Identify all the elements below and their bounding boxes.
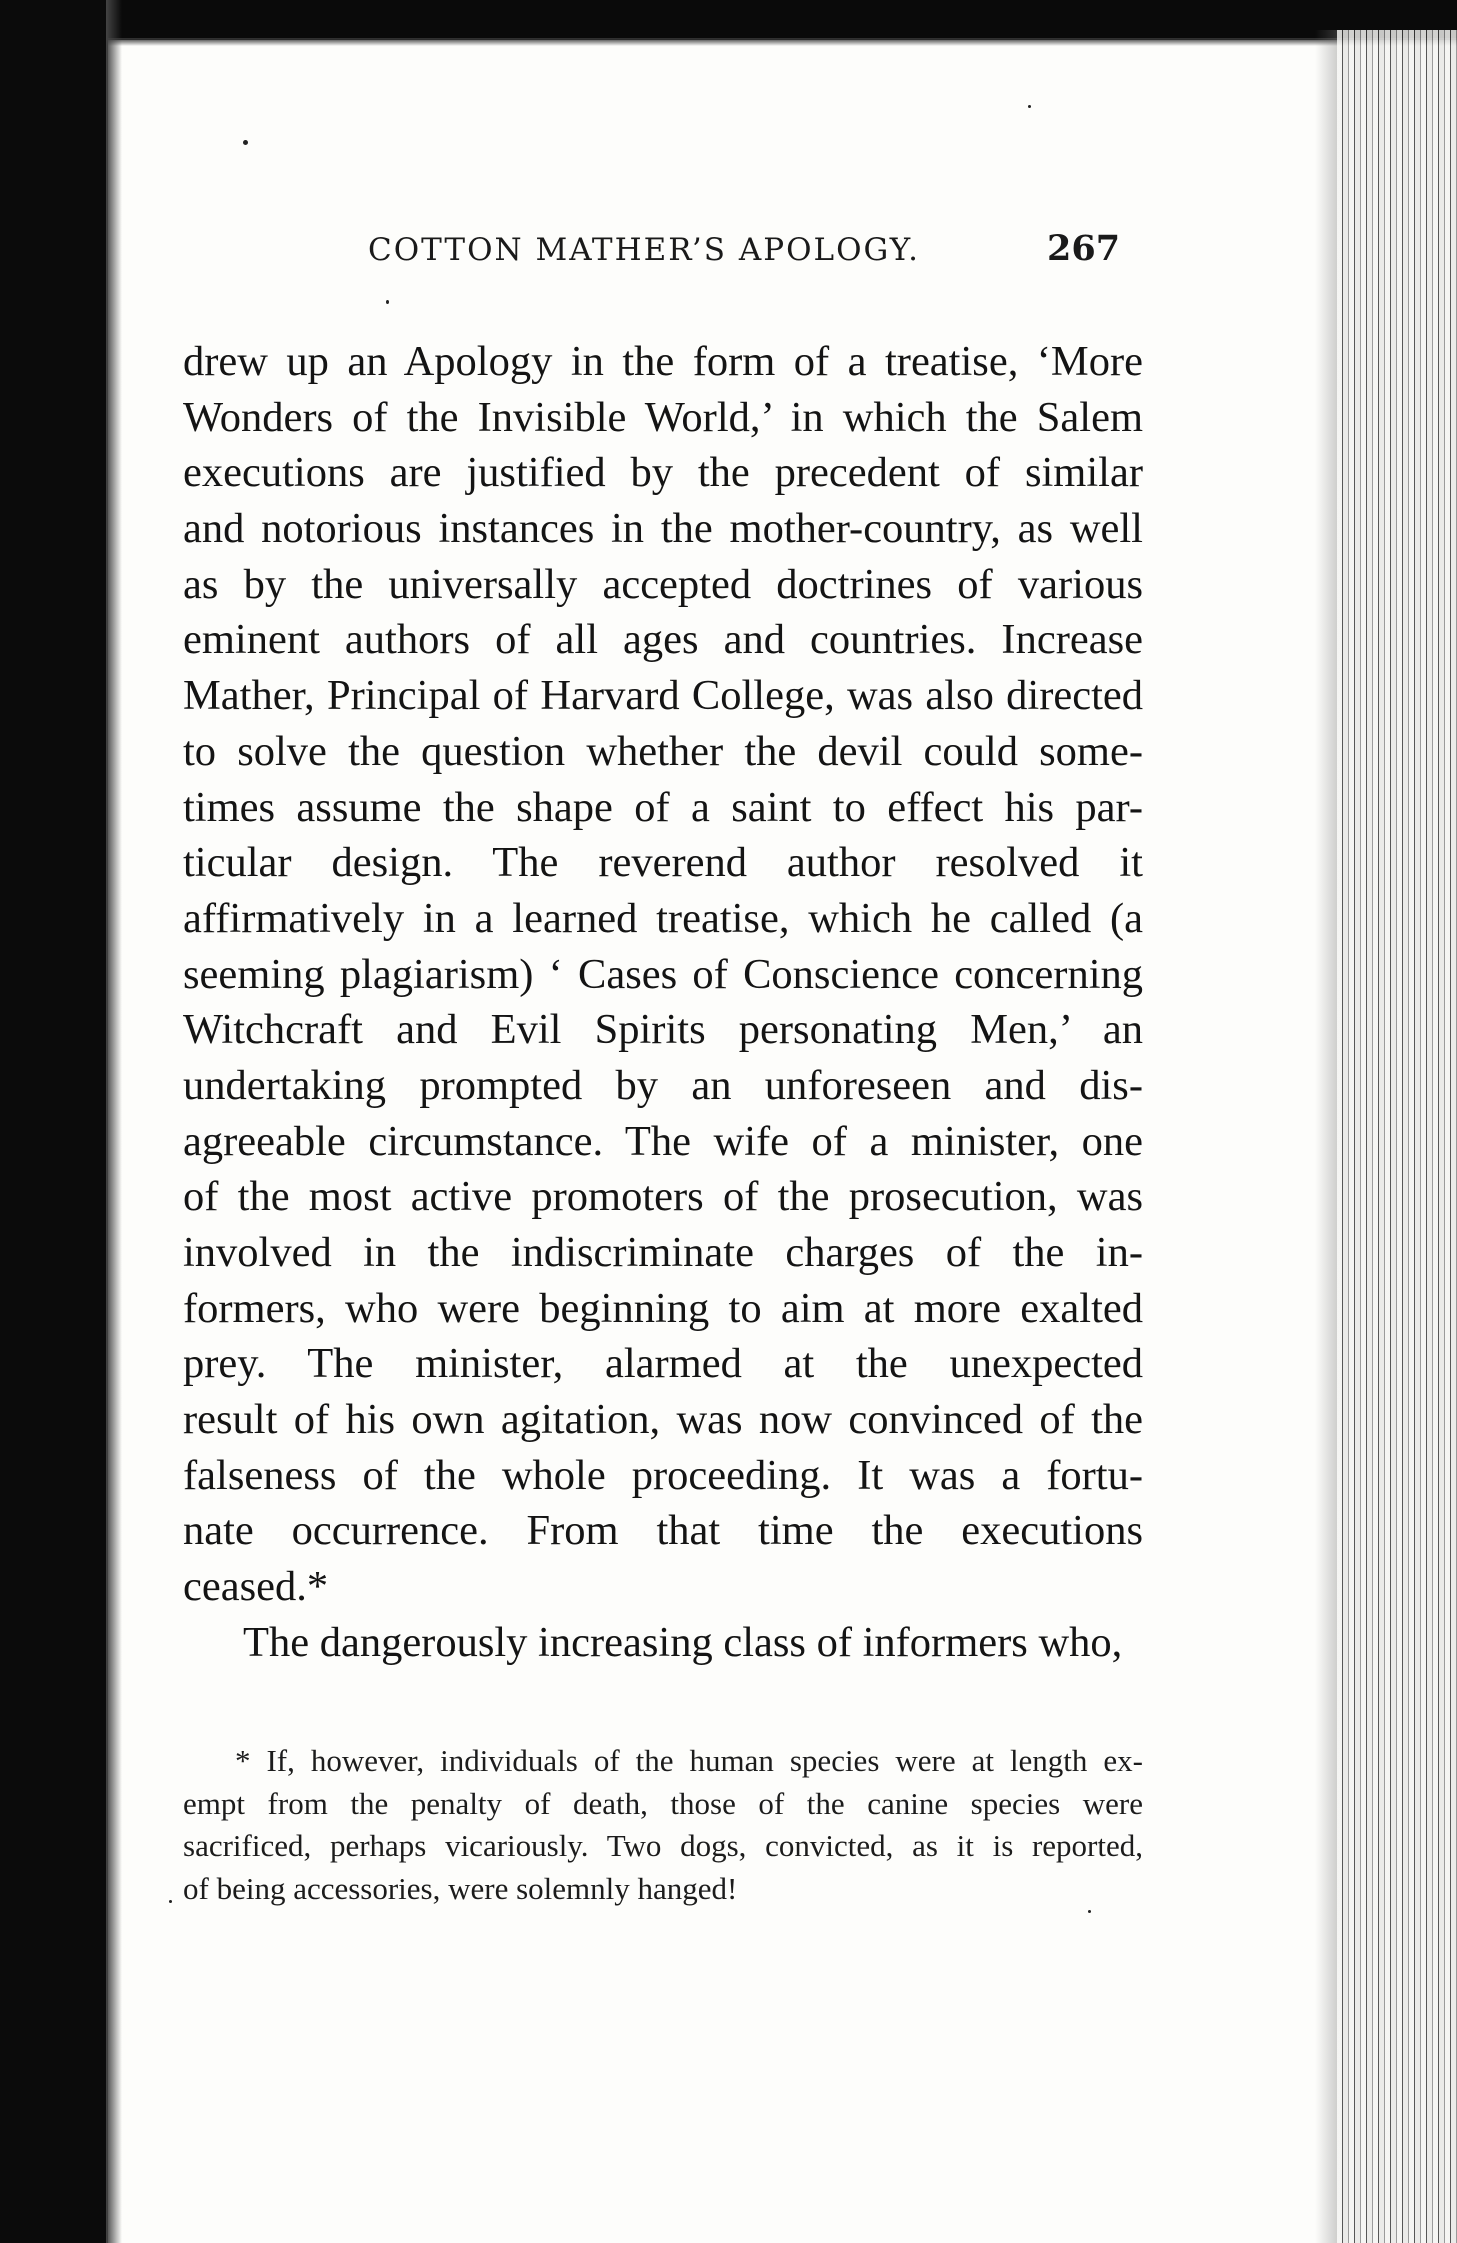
text-line: Mather, Principal of Harvard College, was also directed bbox=[183, 672, 1143, 720]
text-line: undertaking prompted by an unforeseen and dis- bbox=[183, 1061, 1143, 1109]
footnote-line: * If, however, individuals of the human species were at length ex- bbox=[235, 1743, 1143, 1778]
footnote-line: sacrificed, perhaps vicariously. Two dogs, convicted, as it is reported, bbox=[183, 1828, 1143, 1863]
text-line: Wonders of the Invisible World,’ in which the Salem bbox=[183, 393, 1143, 441]
text-line: ticular design. The reverend author resolved it bbox=[183, 839, 1143, 887]
text-line: eminent authors of all ages and countries. Increase bbox=[183, 616, 1143, 664]
text-line: agreeable circumstance. The wife of a minister, one bbox=[183, 1117, 1143, 1165]
book-fore-edge bbox=[1337, 30, 1457, 2243]
footnote-line: empt from the penalty of death, those of the canine species were bbox=[183, 1785, 1143, 1821]
text-line: seeming plagiarism) ‘ Cases of Conscience concerning bbox=[183, 950, 1143, 998]
text-line: result of his own agitation, was now convinced of the bbox=[183, 1396, 1143, 1444]
text-line: Witchcraft and Evil Spirits personating Men,’ an bbox=[183, 1006, 1143, 1054]
text-line: affirmatively in a learned treatise, which he called (a bbox=[183, 894, 1143, 942]
text-line: formers, who were beginning to aim at more exalted bbox=[183, 1284, 1143, 1332]
text-line: nate occurrence. From that time the executions bbox=[183, 1507, 1143, 1555]
footnote-line: of being accessories, were solemnly hanged! bbox=[183, 1870, 738, 1906]
text-line: executions are justified by the precedent of similar bbox=[183, 449, 1143, 497]
text-line: and notorious instances in the mother-country, as well bbox=[183, 505, 1143, 553]
text-line: of the most active promoters of the prosecution, was bbox=[183, 1173, 1143, 1221]
paragraph-start-line: The dangerously increasing class of informers who, bbox=[243, 1618, 1123, 1666]
page-edge-shadow bbox=[1315, 30, 1337, 2243]
text-line: prey. The minister, alarmed at the unexpected bbox=[183, 1340, 1143, 1388]
text-line: times assume the shape of a saint to effect his par- bbox=[183, 783, 1143, 831]
scanner-border-top bbox=[0, 0, 1457, 40]
text-line: ceased.* bbox=[183, 1563, 329, 1611]
running-head-title: COTTON MATHER’S APOLOGY. bbox=[368, 232, 921, 268]
text-line: involved in the indiscriminate charges of the in- bbox=[183, 1229, 1143, 1276]
text-line: to solve the question whether the devil could some- bbox=[183, 727, 1143, 775]
scanner-border-left bbox=[0, 0, 108, 2243]
page-number: 267 bbox=[1047, 228, 1121, 269]
text-line: drew up an Apology in the form of a treatise, ‘More bbox=[183, 338, 1143, 385]
footnote bbox=[183, 1740, 1143, 1910]
main-text-block bbox=[183, 334, 1143, 1671]
text-line: as by the universally accepted doctrines of various bbox=[183, 560, 1143, 608]
text-line: falseness of the whole proceeding. It was a fortu- bbox=[183, 1451, 1143, 1499]
